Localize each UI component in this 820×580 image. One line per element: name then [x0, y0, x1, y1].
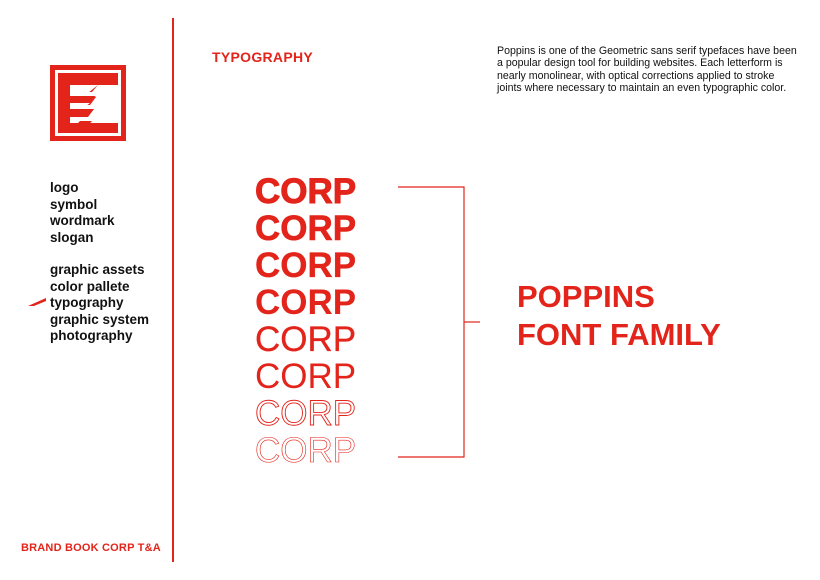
nav-item-color-pallete[interactable]: color pallete: [50, 278, 130, 294]
sample-weight-regular: CORP: [255, 357, 357, 396]
font-family-name-line2: FONT FAMILY: [517, 317, 721, 352]
sample-weight-medium: CORP: [255, 320, 357, 359]
bracket-connector: [396, 180, 486, 465]
font-family-name-line1: POPPINS: [517, 279, 655, 314]
typography-description: Poppins is one of the Geometric sans serif typefaces have been a popular design tool for building websites. Each letterform is nearly monolinear, with optical corrections applied to stroke joints where necessary to maintain an even typographic color.: [497, 45, 797, 95]
nav-item-photography[interactable]: photography: [50, 328, 133, 343]
nav-group-assets: [50, 262, 149, 345]
sample-weight-black: CORP: [255, 172, 357, 211]
active-item-marker-icon: [28, 298, 46, 306]
nav-item-symbol[interactable]: symbol: [50, 196, 98, 212]
section-title: TYPOGRAPHY: [212, 49, 314, 65]
sample-weight-light: CORP: [255, 394, 357, 433]
footer-label: BRAND BOOK CORP T&A: [21, 542, 161, 554]
font-family-name: [517, 278, 721, 354]
sample-weight-bold: CORP: [255, 246, 357, 285]
nav-item-logo[interactable]: logo: [50, 180, 79, 195]
nav-item-slogan[interactable]: slogan: [50, 229, 94, 245]
vertical-divider: [172, 18, 174, 562]
brand-logo-icon: [50, 65, 126, 141]
nav-item-graphic-assets[interactable]: graphic assets: [50, 262, 145, 277]
font-weight-samples: [255, 173, 356, 469]
nav-item-graphic-system[interactable]: graphic system: [50, 311, 150, 327]
sample-weight-semibold: CORP: [255, 283, 357, 322]
nav-group-brand: [50, 180, 115, 246]
sample-weight-extrabold: CORP: [255, 209, 357, 248]
sample-weight-thin: CORP: [255, 431, 357, 470]
nav-item-typography[interactable]: typography: [50, 295, 124, 310]
nav-item-wordmark[interactable]: wordmark: [50, 213, 115, 228]
